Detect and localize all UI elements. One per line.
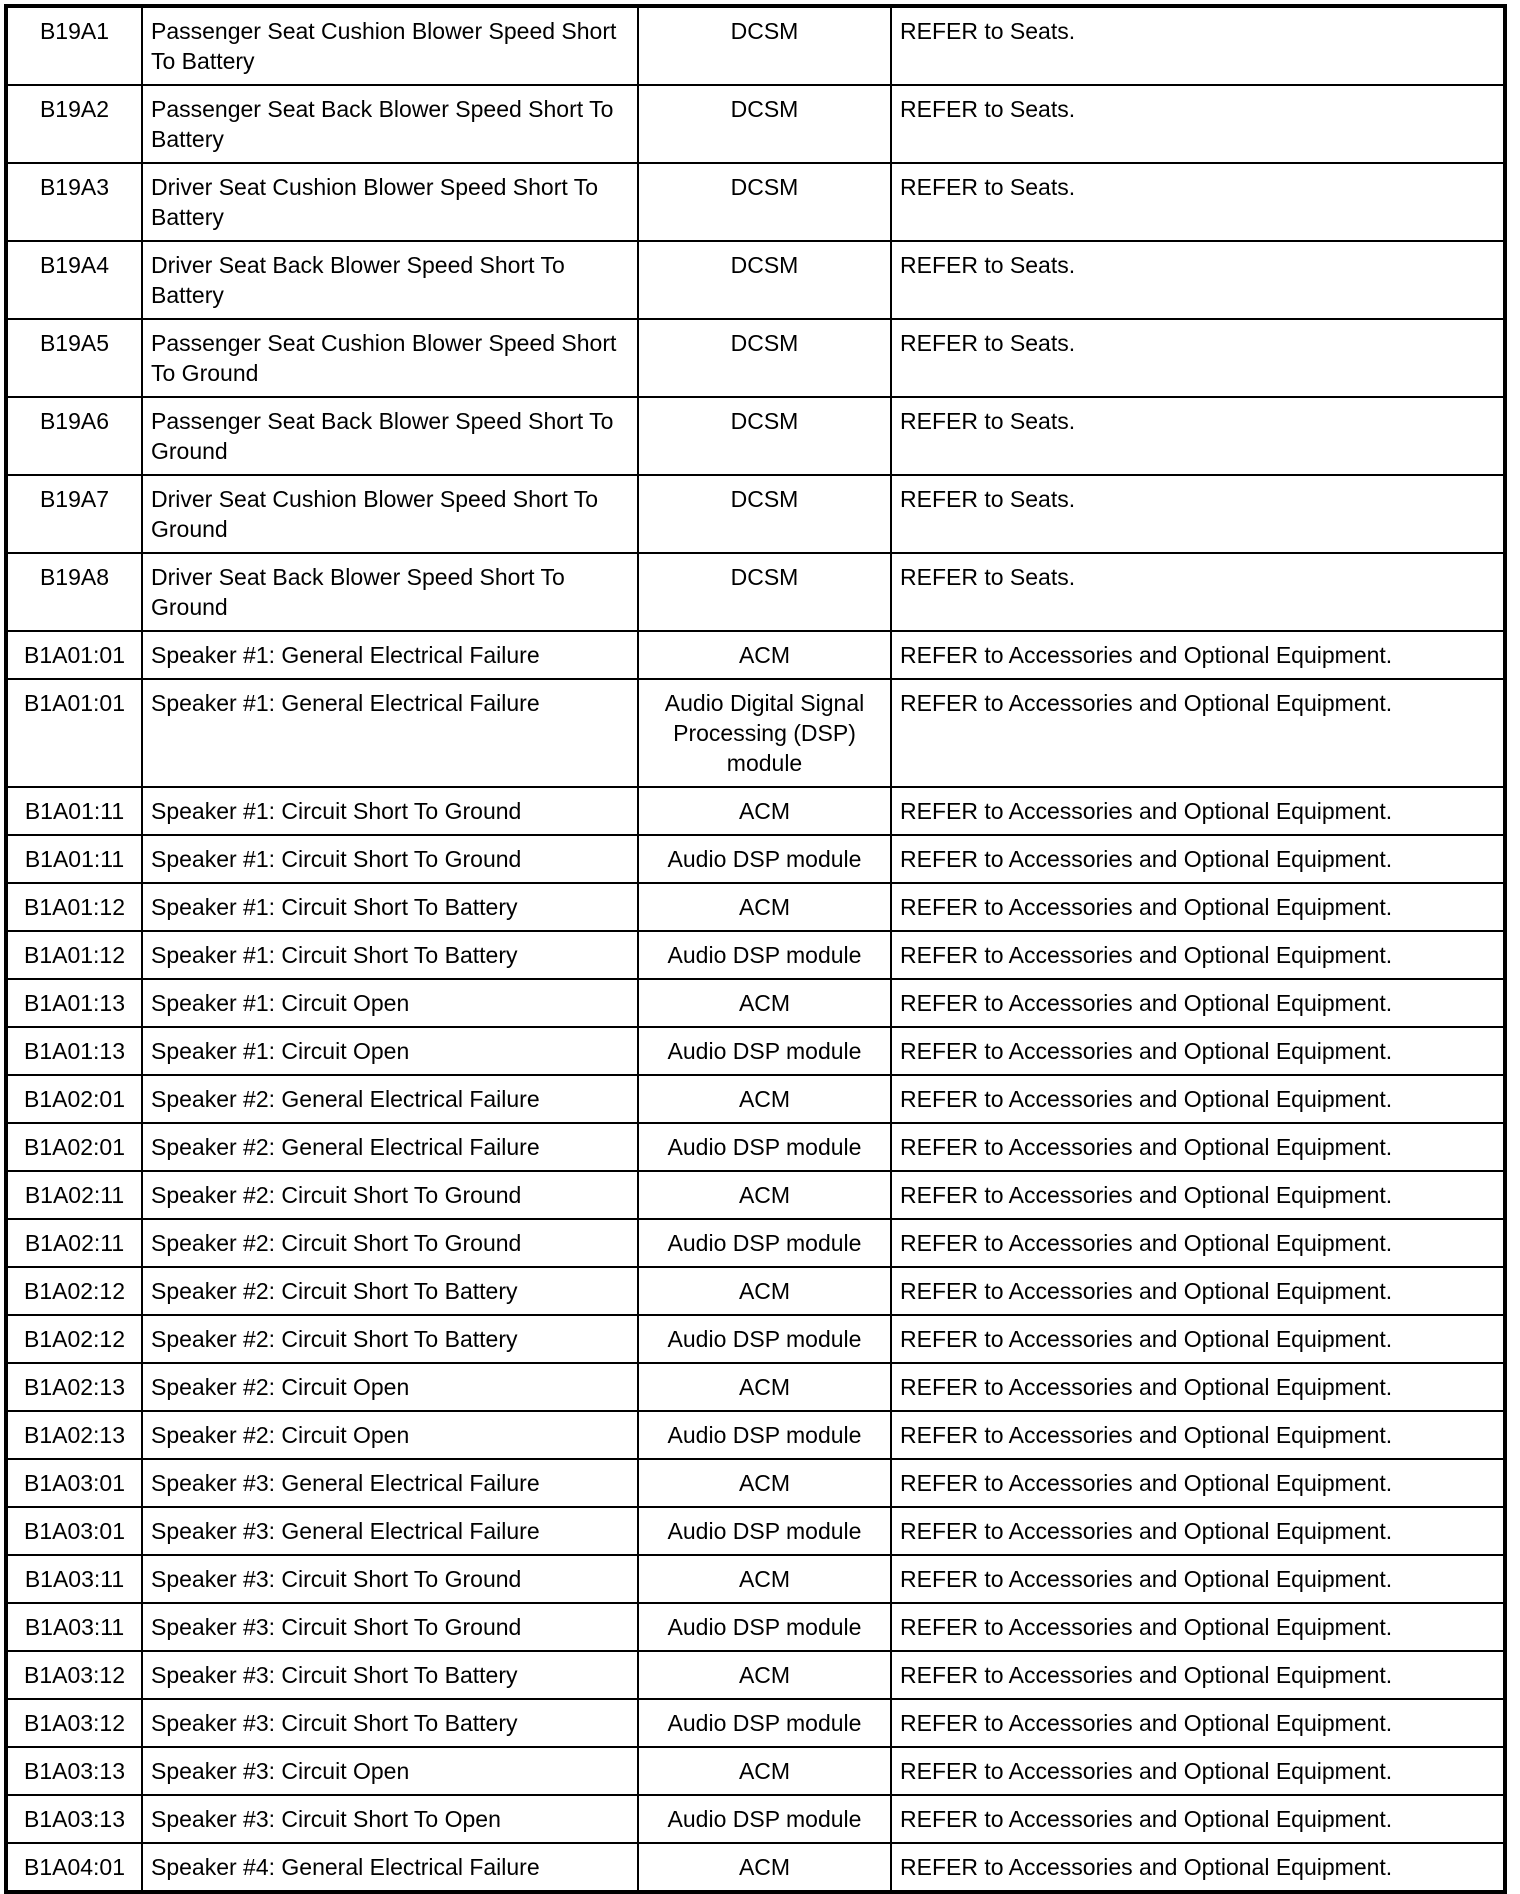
dtc-description-cell: Speaker #3: Circuit Short To Battery <box>142 1699 638 1747</box>
table-row <box>6 1795 1505 1843</box>
dtc-module-cell: DCSM <box>638 397 891 475</box>
dtc-description-cell: Speaker #1: Circuit Open <box>142 1027 638 1075</box>
dtc-module-cell: Audio DSP module <box>638 931 891 979</box>
dtc-action-cell: REFER to Accessories and Optional Equipment. <box>891 1027 1505 1075</box>
dtc-code-cell: B19A3 <box>6 163 142 241</box>
dtc-action-cell: REFER to Accessories and Optional Equipment. <box>891 1459 1505 1507</box>
dtc-description-cell: Speaker #3: Circuit Open <box>142 1747 638 1795</box>
table-row <box>6 631 1505 679</box>
dtc-action-cell: REFER to Accessories and Optional Equipment. <box>891 1123 1505 1171</box>
dtc-action-cell: REFER to Accessories and Optional Equipment. <box>891 1363 1505 1411</box>
dtc-action-cell: REFER to Seats. <box>891 85 1505 163</box>
dtc-module-cell: Audio DSP module <box>638 835 891 883</box>
dtc-action-cell: REFER to Seats. <box>891 6 1505 85</box>
dtc-action-cell: REFER to Seats. <box>891 319 1505 397</box>
dtc-description-cell: Speaker #1: Circuit Short To Battery <box>142 883 638 931</box>
table-row <box>6 553 1505 631</box>
dtc-code-cell: B1A02:11 <box>6 1171 142 1219</box>
dtc-description-cell: Speaker #4: General Electrical Failure <box>142 1843 638 1892</box>
dtc-code-cell: B1A01:12 <box>6 883 142 931</box>
dtc-description-cell: Speaker #2: Circuit Short To Battery <box>142 1267 638 1315</box>
dtc-action-cell: REFER to Accessories and Optional Equipment. <box>891 1267 1505 1315</box>
dtc-code-cell: B19A6 <box>6 397 142 475</box>
dtc-description-cell: Speaker #2: General Electrical Failure <box>142 1123 638 1171</box>
dtc-action-cell: REFER to Accessories and Optional Equipment. <box>891 979 1505 1027</box>
dtc-action-cell: REFER to Accessories and Optional Equipment. <box>891 1747 1505 1795</box>
dtc-action-cell: REFER to Seats. <box>891 397 1505 475</box>
dtc-module-cell: Audio DSP module <box>638 1411 891 1459</box>
dtc-description-cell: Speaker #1: Circuit Short To Ground <box>142 835 638 883</box>
dtc-code-cell: B19A5 <box>6 319 142 397</box>
dtc-action-cell: REFER to Accessories and Optional Equipment. <box>891 1795 1505 1843</box>
dtc-code-cell: B1A01:11 <box>6 787 142 835</box>
table-row <box>6 1315 1505 1363</box>
dtc-module-cell: ACM <box>638 1651 891 1699</box>
table-row <box>6 1075 1505 1123</box>
dtc-module-cell: Audio DSP module <box>638 1027 891 1075</box>
dtc-description-cell: Passenger Seat Cushion Blower Speed Short To Ground <box>142 319 638 397</box>
dtc-module-cell: Audio DSP module <box>638 1603 891 1651</box>
dtc-table-body <box>6 6 1505 1892</box>
dtc-code-cell: B1A02:01 <box>6 1075 142 1123</box>
dtc-action-cell: REFER to Seats. <box>891 241 1505 319</box>
dtc-code-cell: B1A02:01 <box>6 1123 142 1171</box>
dtc-module-cell: Audio DSP module <box>638 1219 891 1267</box>
dtc-module-cell: ACM <box>638 1459 891 1507</box>
dtc-description-cell: Speaker #2: Circuit Short To Battery <box>142 1315 638 1363</box>
dtc-module-cell: DCSM <box>638 6 891 85</box>
dtc-module-cell: Audio Digital Signal Processing (DSP) module <box>638 679 891 787</box>
table-row <box>6 787 1505 835</box>
table-row <box>6 1603 1505 1651</box>
dtc-action-cell: REFER to Accessories and Optional Equipment. <box>891 787 1505 835</box>
dtc-code-cell: B1A04:01 <box>6 1843 142 1892</box>
dtc-code-cell: B1A01:01 <box>6 631 142 679</box>
dtc-description-cell: Speaker #3: General Electrical Failure <box>142 1459 638 1507</box>
dtc-module-cell: Audio DSP module <box>638 1699 891 1747</box>
dtc-description-cell: Speaker #1: General Electrical Failure <box>142 631 638 679</box>
dtc-code-cell: B19A8 <box>6 553 142 631</box>
dtc-action-cell: REFER to Seats. <box>891 553 1505 631</box>
dtc-description-cell: Speaker #3: Circuit Short To Open <box>142 1795 638 1843</box>
dtc-description-cell: Speaker #3: Circuit Short To Ground <box>142 1603 638 1651</box>
table-row <box>6 1171 1505 1219</box>
table-row <box>6 979 1505 1027</box>
table-row <box>6 1555 1505 1603</box>
table-row <box>6 1123 1505 1171</box>
dtc-code-cell: B1A01:01 <box>6 679 142 787</box>
table-row <box>6 835 1505 883</box>
dtc-code-cell: B1A02:12 <box>6 1267 142 1315</box>
dtc-description-cell: Speaker #2: General Electrical Failure <box>142 1075 638 1123</box>
dtc-action-cell: REFER to Accessories and Optional Equipment. <box>891 1699 1505 1747</box>
dtc-description-cell: Speaker #2: Circuit Short To Ground <box>142 1219 638 1267</box>
dtc-action-cell: REFER to Accessories and Optional Equipment. <box>891 631 1505 679</box>
dtc-action-cell: REFER to Accessories and Optional Equipment. <box>891 1315 1505 1363</box>
dtc-description-cell: Passenger Seat Back Blower Speed Short To Battery <box>142 85 638 163</box>
dtc-code-cell: B1A01:11 <box>6 835 142 883</box>
dtc-description-cell: Speaker #2: Circuit Open <box>142 1411 638 1459</box>
dtc-action-cell: REFER to Accessories and Optional Equipment. <box>891 1219 1505 1267</box>
dtc-code-cell: B1A02:13 <box>6 1411 142 1459</box>
dtc-module-cell: Audio DSP module <box>638 1123 891 1171</box>
dtc-module-cell: ACM <box>638 1075 891 1123</box>
dtc-description-cell: Driver Seat Back Blower Speed Short To Ground <box>142 553 638 631</box>
dtc-module-cell: ACM <box>638 883 891 931</box>
table-row <box>6 397 1505 475</box>
table-row <box>6 679 1505 787</box>
dtc-code-cell: B19A2 <box>6 85 142 163</box>
dtc-code-cell: B1A01:13 <box>6 1027 142 1075</box>
dtc-action-cell: REFER to Accessories and Optional Equipment. <box>891 1603 1505 1651</box>
dtc-action-cell: REFER to Accessories and Optional Equipment. <box>891 1507 1505 1555</box>
dtc-table <box>4 4 1507 1894</box>
dtc-module-cell: ACM <box>638 1363 891 1411</box>
dtc-action-cell: REFER to Accessories and Optional Equipment. <box>891 1555 1505 1603</box>
dtc-action-cell: REFER to Accessories and Optional Equipment. <box>891 835 1505 883</box>
dtc-module-cell: DCSM <box>638 553 891 631</box>
dtc-description-cell: Speaker #2: Circuit Open <box>142 1363 638 1411</box>
dtc-code-cell: B1A02:13 <box>6 1363 142 1411</box>
dtc-description-cell: Passenger Seat Cushion Blower Speed Short To Battery <box>142 6 638 85</box>
table-row <box>6 883 1505 931</box>
table-row <box>6 1411 1505 1459</box>
dtc-module-cell: DCSM <box>638 475 891 553</box>
dtc-code-cell: B19A1 <box>6 6 142 85</box>
table-row <box>6 1459 1505 1507</box>
dtc-code-cell: B1A03:13 <box>6 1795 142 1843</box>
dtc-module-cell: ACM <box>638 631 891 679</box>
dtc-description-cell: Passenger Seat Back Blower Speed Short To Ground <box>142 397 638 475</box>
dtc-module-cell: DCSM <box>638 319 891 397</box>
dtc-action-cell: REFER to Accessories and Optional Equipment. <box>891 1843 1505 1892</box>
dtc-description-cell: Driver Seat Back Blower Speed Short To Battery <box>142 241 638 319</box>
dtc-code-cell: B1A03:01 <box>6 1507 142 1555</box>
dtc-description-cell: Driver Seat Cushion Blower Speed Short To Ground <box>142 475 638 553</box>
dtc-module-cell: DCSM <box>638 85 891 163</box>
dtc-description-cell: Speaker #2: Circuit Short To Ground <box>142 1171 638 1219</box>
dtc-action-cell: REFER to Accessories and Optional Equipment. <box>891 1411 1505 1459</box>
table-row <box>6 319 1505 397</box>
table-row <box>6 1027 1505 1075</box>
table-row <box>6 1507 1505 1555</box>
table-row <box>6 1267 1505 1315</box>
dtc-module-cell: ACM <box>638 787 891 835</box>
dtc-module-cell: ACM <box>638 1267 891 1315</box>
dtc-code-cell: B1A01:13 <box>6 979 142 1027</box>
table-row <box>6 1843 1505 1892</box>
dtc-action-cell: REFER to Accessories and Optional Equipment. <box>891 1171 1505 1219</box>
table-row <box>6 85 1505 163</box>
dtc-description-cell: Speaker #1: Circuit Open <box>142 979 638 1027</box>
dtc-action-cell: REFER to Accessories and Optional Equipment. <box>891 931 1505 979</box>
dtc-description-cell: Speaker #3: General Electrical Failure <box>142 1507 638 1555</box>
dtc-code-cell: B1A03:12 <box>6 1699 142 1747</box>
dtc-module-cell: Audio DSP module <box>638 1315 891 1363</box>
dtc-code-cell: B1A03:01 <box>6 1459 142 1507</box>
dtc-module-cell: Audio DSP module <box>638 1507 891 1555</box>
table-row <box>6 475 1505 553</box>
dtc-module-cell: ACM <box>638 1171 891 1219</box>
dtc-module-cell: DCSM <box>638 163 891 241</box>
dtc-action-cell: REFER to Seats. <box>891 475 1505 553</box>
dtc-code-cell: B1A03:11 <box>6 1603 142 1651</box>
dtc-code-cell: B1A02:12 <box>6 1315 142 1363</box>
dtc-module-cell: ACM <box>638 1747 891 1795</box>
table-row <box>6 6 1505 85</box>
dtc-code-cell: B1A02:11 <box>6 1219 142 1267</box>
dtc-action-cell: REFER to Accessories and Optional Equipment. <box>891 679 1505 787</box>
dtc-module-cell: DCSM <box>638 241 891 319</box>
table-row <box>6 931 1505 979</box>
table-row <box>6 1363 1505 1411</box>
table-row <box>6 163 1505 241</box>
dtc-module-cell: ACM <box>638 979 891 1027</box>
dtc-code-cell: B1A03:13 <box>6 1747 142 1795</box>
dtc-module-cell: ACM <box>638 1555 891 1603</box>
dtc-code-cell: B1A03:12 <box>6 1651 142 1699</box>
dtc-code-cell: B19A7 <box>6 475 142 553</box>
dtc-code-cell: B19A4 <box>6 241 142 319</box>
dtc-code-cell: B1A01:12 <box>6 931 142 979</box>
dtc-action-cell: REFER to Accessories and Optional Equipment. <box>891 883 1505 931</box>
dtc-module-cell: Audio DSP module <box>638 1795 891 1843</box>
dtc-action-cell: REFER to Accessories and Optional Equipment. <box>891 1075 1505 1123</box>
table-row <box>6 1651 1505 1699</box>
dtc-description-cell: Speaker #3: Circuit Short To Ground <box>142 1555 638 1603</box>
table-row <box>6 1699 1505 1747</box>
dtc-action-cell: REFER to Accessories and Optional Equipment. <box>891 1651 1505 1699</box>
table-row <box>6 1219 1505 1267</box>
dtc-description-cell: Speaker #1: Circuit Short To Battery <box>142 931 638 979</box>
dtc-description-cell: Speaker #1: General Electrical Failure <box>142 679 638 787</box>
table-row <box>6 1747 1505 1795</box>
dtc-module-cell: ACM <box>638 1843 891 1892</box>
dtc-description-cell: Speaker #1: Circuit Short To Ground <box>142 787 638 835</box>
table-row <box>6 241 1505 319</box>
dtc-description-cell: Speaker #3: Circuit Short To Battery <box>142 1651 638 1699</box>
dtc-action-cell: REFER to Seats. <box>891 163 1505 241</box>
dtc-code-cell: B1A03:11 <box>6 1555 142 1603</box>
dtc-description-cell: Driver Seat Cushion Blower Speed Short To Battery <box>142 163 638 241</box>
